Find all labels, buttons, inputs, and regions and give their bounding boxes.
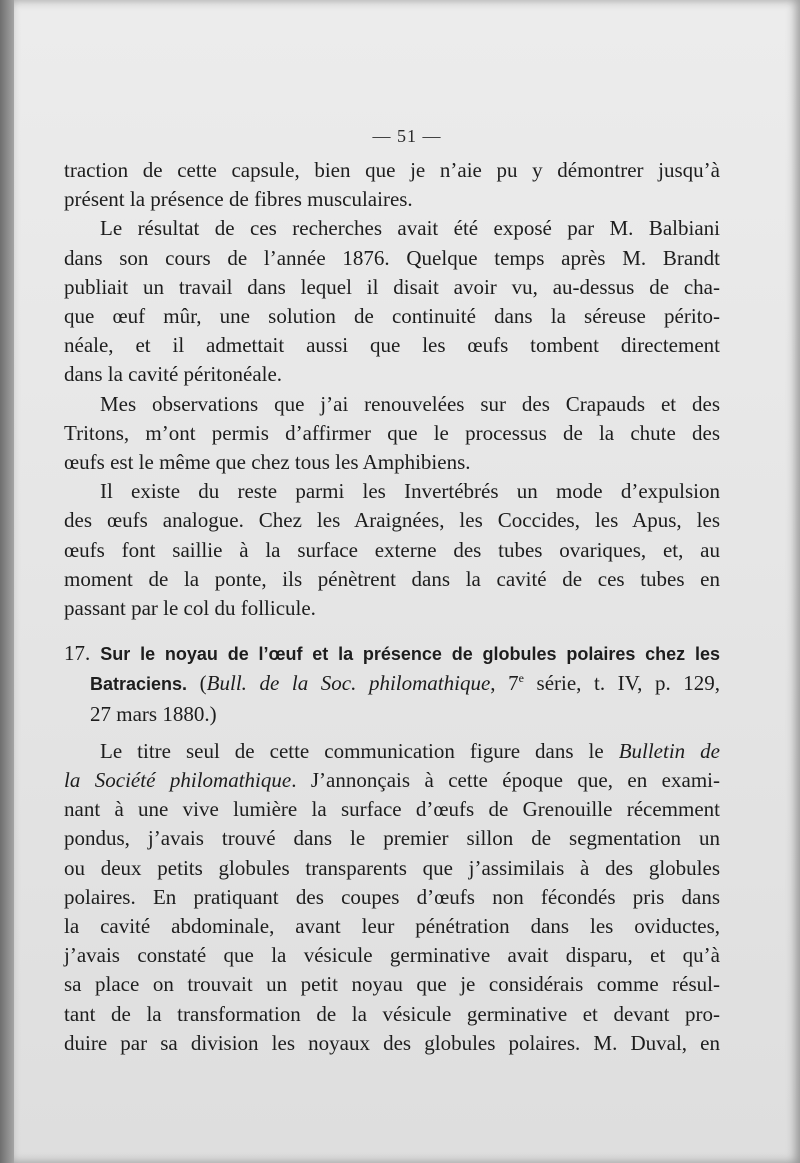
ref-open: ( — [199, 671, 207, 696]
text-span: Le titre seul de cette communication figure dans le — [100, 738, 619, 763]
text-line: néale, et il admettait aussi que les œufs tombent directement — [64, 333, 720, 358]
text-line: Il existe du reste parmi les Invertébrés un mode d’expulsion — [100, 479, 720, 504]
paragraph-4 — [64, 477, 720, 623]
text-line: nant à une vive lumière la surface d’œufs de Grenouille récemment — [64, 797, 720, 822]
text-line: tant de la transformation de la vésicule germinative et devant pro- — [64, 1001, 720, 1026]
book-gutter — [0, 0, 14, 1163]
text-line: Mes observations que j’ai renouvelées sur des Crapauds et des — [100, 391, 720, 416]
ref-superscript: e — [518, 671, 524, 686]
section-spacer — [64, 729, 720, 737]
text-line: moment de la ponte, ils pénètrent dans la cavité de ces tubes en — [64, 566, 720, 591]
text-line: traction de cette capsule, bien que je n’aie pu y démontrer jusqu’à — [64, 158, 720, 182]
paragraph-2 — [64, 214, 720, 389]
text-line: j’avais constaté que la vésicule germinative avait disparu, et qu’à — [64, 943, 720, 968]
entry-number: 17. — [64, 641, 91, 666]
text-line: présent la présence de fibres musculaires. — [64, 187, 413, 212]
body-text — [64, 156, 720, 1058]
text-line: dans la cavité péritonéale. — [64, 362, 283, 387]
text-line: pondus, j’avais trouvé dans le premier sillon de segmentation un — [64, 826, 720, 851]
text-line: duire par sa division les noyaux des globules polaires. M. Duval, en — [64, 1030, 720, 1055]
ref-series: , 7 — [490, 671, 519, 696]
entry-reference-line — [64, 669, 720, 699]
entry-title-line — [64, 639, 720, 669]
ref-rest: série, t. IV, p. 129, — [523, 671, 721, 696]
paragraph-1 — [64, 156, 720, 214]
entry-17-heading — [64, 639, 720, 729]
text-line: œufs est le même que chez tous les Amphibiens. — [64, 450, 471, 475]
text-line: publiait un travail dans lequel il disait avoir vu, au-dessus de cha- — [64, 274, 720, 299]
entry-title: Sur le noyau de l’œuf et la présence de globules polaires chez les — [100, 644, 720, 665]
ref-journal: Bull. de la Soc. philomathique — [206, 671, 491, 696]
book-page — [14, 0, 800, 1163]
entry-title-cont: Batraciens. — [90, 674, 188, 695]
text-line: sa place on trouvait un petit noyau que je considérais comme résul- — [64, 972, 720, 997]
text-line — [64, 766, 720, 795]
text-line: polaires. En pratiquant des coupes d’œufs non fécondés pris dans — [64, 884, 720, 909]
italic-title: Bulletin de — [618, 738, 720, 763]
text-line: des œufs analogue. Chez les Araignées, les Coccides, les Apus, les — [64, 508, 720, 533]
text-line: œufs font saillie à la surface externe des tubes ovariques, et, au — [64, 537, 720, 562]
text-span: . J’annonçais à cette époque que, en exami- — [291, 768, 720, 793]
text-line: Tritons, m’ont permis d’affirmer que le processus de la chute des — [64, 420, 720, 445]
italic-title: la Société philomathique — [64, 768, 292, 793]
text-line: la cavité abdominale, avant leur pénétration dans les oviductes, — [64, 914, 720, 939]
text-line: ou deux petits globules transparents que j’assimilais à des globules — [64, 855, 720, 880]
text-line: dans son cours de l’année 1876. Quelque temps après M. Brandt — [64, 245, 720, 270]
text-line — [64, 737, 720, 766]
paragraph-5 — [64, 737, 720, 1058]
text-line: passant par le col du follicule. — [64, 596, 316, 621]
text-line: que œuf mûr, une solution de continuité dans la séreuse périto- — [64, 304, 720, 329]
text-line: Le résultat de ces recherches avait été exposé par M. Balbiani — [100, 216, 720, 241]
page-number: — 51 — — [372, 126, 442, 146]
entry-date: 27 mars 1880.) — [90, 701, 217, 726]
paragraph-3 — [64, 390, 720, 478]
section-spacer — [64, 623, 720, 639]
